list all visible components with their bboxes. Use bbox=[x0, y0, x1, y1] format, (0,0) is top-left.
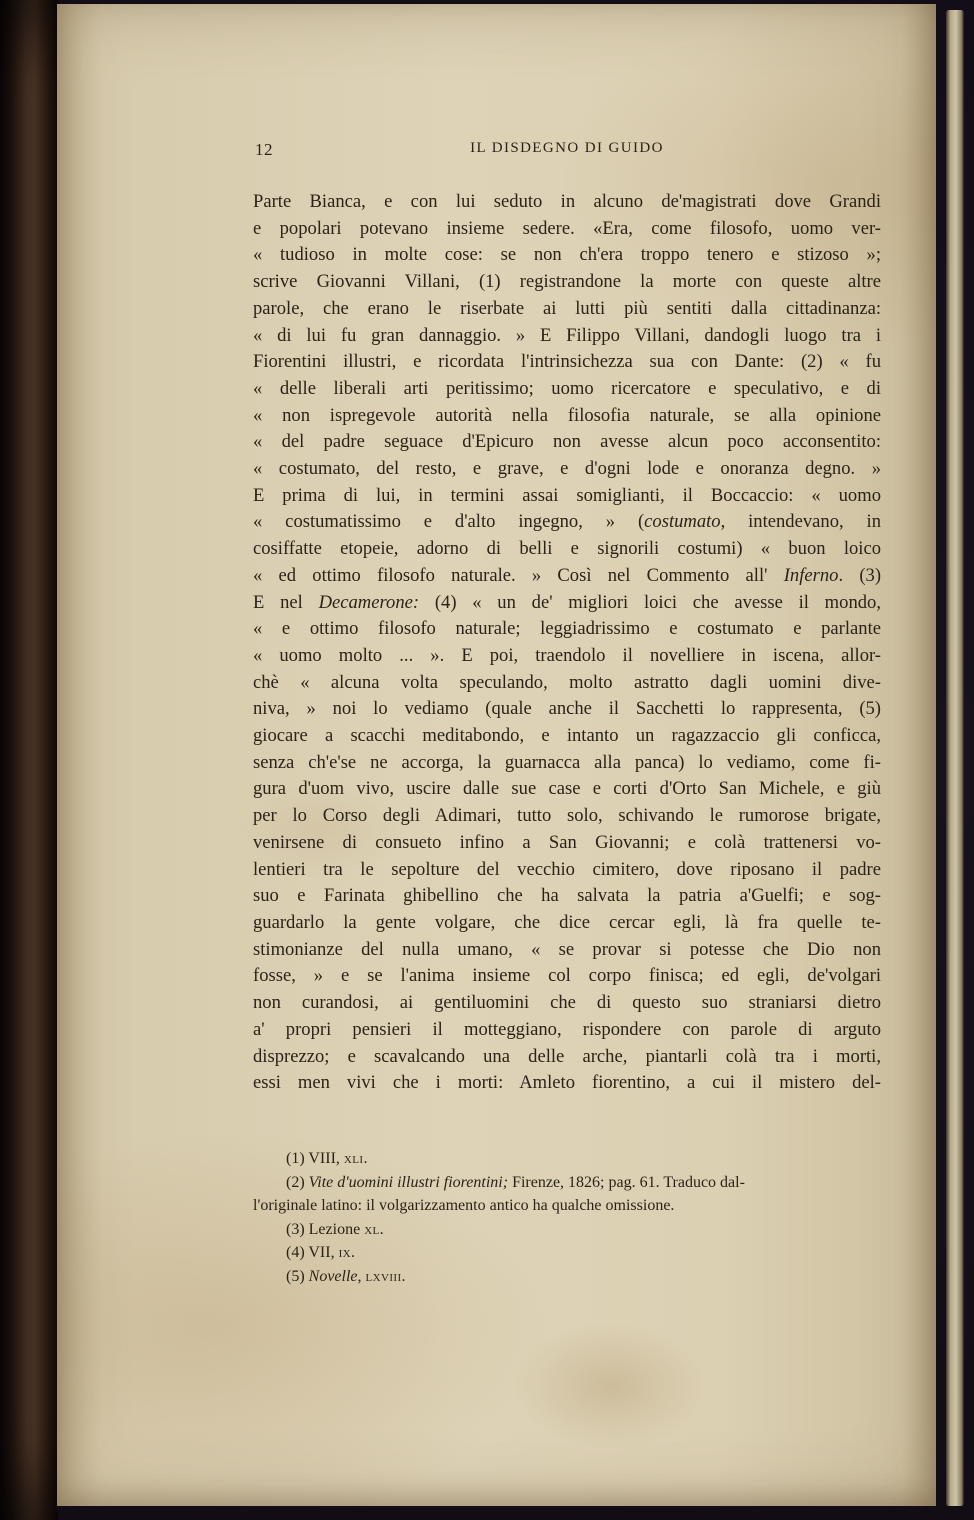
body-line: gura d'uom vivo, uscire dalle sue case e corti d'Orto San Michele, e giù bbox=[253, 778, 881, 800]
page-header-row bbox=[253, 140, 881, 162]
footnotes bbox=[253, 1147, 881, 1289]
body-line: venirsene di consueto infino a San Giovanni; e colà trattenersi vo- bbox=[253, 831, 881, 853]
footnote-line: (5) Novelle, lxviii. bbox=[286, 1267, 406, 1285]
running-header: IL DISDEGNO DI GUIDO bbox=[470, 140, 664, 156]
body-line: e popolari potevano insieme sedere. «Era, come filosofo, uomo ver- bbox=[253, 217, 881, 239]
body-line: a' propri pensieri il motteggiano, rispondere con parole di arguto bbox=[253, 1018, 881, 1040]
body-line: essi men vivi che i morti: Amleto fiorentino, a cui il mistero del- bbox=[253, 1072, 881, 1094]
small-caps-text: xl bbox=[364, 1220, 380, 1238]
body-line: stimonianze del nulla umano, « se provar si potesse che Dio non bbox=[253, 938, 881, 960]
italic-text: Decamerone: bbox=[318, 591, 420, 613]
book-binding bbox=[0, 0, 58, 1520]
page-number: 12 bbox=[255, 140, 273, 159]
body-line: non curandosi, ai gentiluomini che di questo suo straniarsi dietro bbox=[253, 992, 881, 1014]
book-page bbox=[57, 4, 936, 1506]
body-line: per lo Corso degli Adimari, tutto solo, schivando le rumorose brigate, bbox=[253, 805, 881, 827]
body-line: lentieri tra le sepolture del vecchio cimitero, dove riposano il padre bbox=[253, 858, 881, 880]
footnote-line: (3) Lezione xl. bbox=[286, 1220, 384, 1238]
footnote-line: (1) VIII, xli. bbox=[286, 1149, 368, 1167]
italic-text: Inferno bbox=[783, 564, 839, 586]
page-fore-edge bbox=[946, 10, 964, 1506]
footnote-line: l'originale latino: il volgarizzamento antico ha qualche omissione. bbox=[253, 1197, 675, 1215]
body-line: « tudioso in molte cose: se non ch'era troppo tenero e stizoso »; bbox=[253, 244, 881, 266]
body-line: guardarlo la gente volgare, che dice cercar egli, là fra quelle te- bbox=[253, 911, 881, 933]
small-caps-text: lxviii bbox=[365, 1267, 402, 1285]
body-line: niva, » noi lo vediamo (quale anche il Sacchetti lo rappresenta, (5) bbox=[253, 698, 881, 720]
body-line: « costumatissimo e d'alto ingegno, » (costumato, intendevano, in bbox=[253, 511, 882, 533]
body-line: « uomo molto ... ». E poi, traendolo il novelliere in iscena, allor- bbox=[253, 644, 881, 666]
body-line: fosse, » e se l'anima insieme col corpo finisca; ed egli, de'volgari bbox=[253, 965, 881, 987]
body-line: giocare a scacchi meditabondo, e intanto un ragazzaccio gli conficca, bbox=[253, 725, 881, 747]
footnote-line: (4) VII, ix. bbox=[286, 1244, 355, 1262]
body-line: scrive Giovanni Villani, (1) registrandone la morte con queste altre bbox=[253, 271, 881, 293]
body-line: « ed ottimo filosofo naturale. » Così nel Commento all' Inferno. (3) bbox=[253, 564, 882, 586]
small-caps-text: xli bbox=[343, 1149, 364, 1167]
page-content bbox=[253, 140, 881, 1288]
body-line: « non ispregevole autorità nella filosofia naturale, se alla opinione bbox=[253, 404, 881, 426]
body-line: E prima di lui, in termini assai somiglianti, il Boccaccio: « uomo bbox=[253, 484, 881, 506]
body-line: senza ch'e'se ne accorga, la guarnacca alla panca) lo vediamo, come fi- bbox=[253, 751, 881, 773]
body-line: disprezzo; e scavalcando una delle arche, piantarli colà tra i morti, bbox=[253, 1045, 881, 1067]
body-line: « di lui fu gran dannaggio. » E Filippo Villani, dandogli luogo tra i bbox=[253, 324, 881, 346]
body-line: cosiffatte etopeie, adorno di belli e signorili costumi) « buon loico bbox=[253, 538, 881, 560]
body-line: E nel Decamerone: (4) « un de' migliori loici che avesse il mondo, bbox=[253, 591, 881, 613]
footnote-line: (2) Vite d'uomini illustri fiorentini; Firenze, 1826; pag. 61. Traduco dal- bbox=[286, 1173, 745, 1191]
body-line: Fiorentini illustri, e ricordata l'intrinsichezza sua con Dante: (2) « fu bbox=[253, 351, 881, 373]
body-text bbox=[253, 189, 881, 1097]
italic-text: Vite d'uomini illustri fiorentini; bbox=[308, 1173, 509, 1191]
body-line: parole, che erano le riserbate ai lutti più sentiti dalla cittadinanza: bbox=[253, 297, 881, 319]
small-caps-text: ix bbox=[338, 1244, 351, 1262]
italic-text: costumato bbox=[644, 511, 721, 533]
body-line: « del padre seguace d'Epicuro non avesse alcun poco acconsentito: bbox=[253, 431, 881, 453]
italic-text: Novelle bbox=[308, 1267, 358, 1285]
body-line: « e ottimo filosofo naturale; leggiadrissimo e costumato e parlante bbox=[253, 618, 881, 640]
body-line: « delle liberali arti peritissimo; uomo ricercatore e speculativo, e di bbox=[253, 377, 881, 399]
body-line: chè « alcuna volta speculando, molto astratto dagli uomini dive- bbox=[253, 671, 881, 693]
body-line: suo e Farinata ghibellino che ha salvata la patria a'Guelfi; e sog- bbox=[253, 885, 881, 907]
body-line: « costumato, del resto, e grave, e d'ogni lode e onoranza degno. » bbox=[253, 458, 881, 480]
body-line: Parte Bianca, e con lui seduto in alcuno de'magistrati dove Grandi bbox=[253, 191, 881, 212]
